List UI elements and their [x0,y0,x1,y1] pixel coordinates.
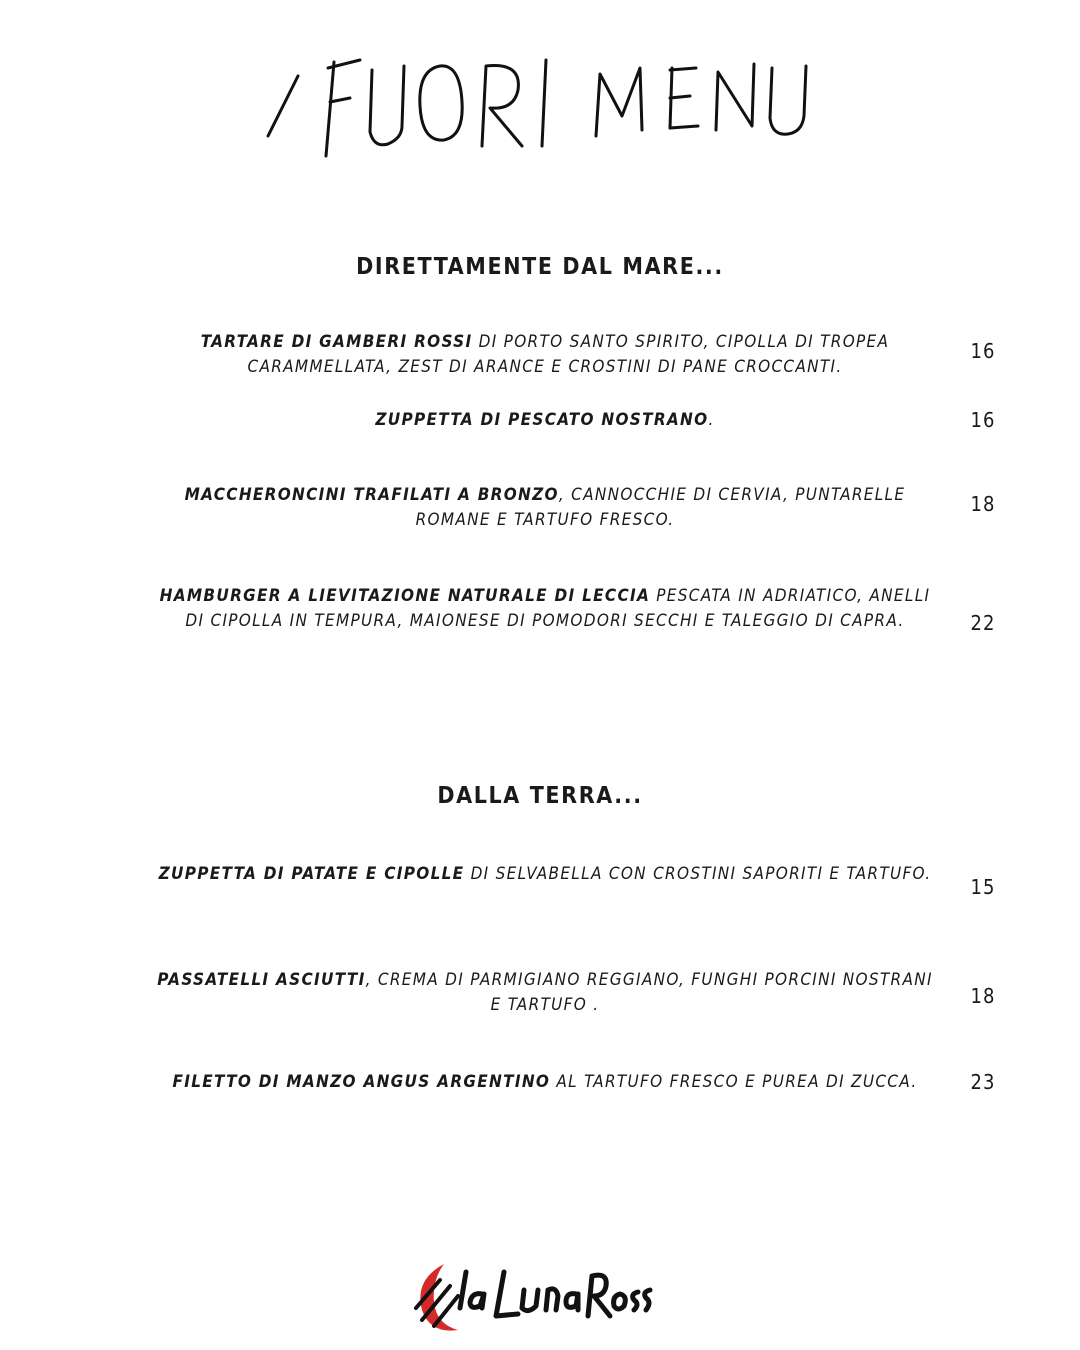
dish-name: FILETTO DI MANZO ANGUS ARGENTINO [172,1072,551,1092]
dish-price: 18 [970,984,996,1008]
menu-item [150,483,940,533]
dish-price: 16 [970,339,996,363]
page-title [0,36,1080,171]
page-title-lettering [260,36,820,166]
dish-price: 23 [970,1070,996,1094]
dish-description: DI PORTO SANTO SPIRITO, CIPOLLA DI TROPEA CARAMMELLATA, ZEST DI ARANCE E CROSTINI DI PANE CROCCANTI. [247,332,890,377]
dish-price: 16 [970,408,996,432]
dish-name: MACCHERONCINI TRAFILATI A BRONZO [184,485,559,505]
dish-price: 18 [970,492,996,516]
section-heading-mare: DIRETTAMENTE DAL MARE... [356,254,724,280]
dish-name: ZUPPETTA DI PESCATO NOSTRANO [375,410,709,430]
dish-description: . [708,410,715,430]
dish-name: HAMBURGER A LIEVITAZIONE NATURALE DI LECCIA [159,586,651,606]
menu-item [150,584,940,634]
dish-name: ZUPPETTA DI PATATE E CIPOLLE [158,864,465,884]
menu-item [150,968,940,1018]
dish-description: DI SELVABELLA CON CROSTINI SAPORITI E TARTUFO. [464,864,932,884]
menu-item [150,1070,940,1095]
dish-price: 15 [970,875,996,899]
dish-description: AL TARTUFO FRESCO E PUREA DI ZUCCA. [550,1072,918,1092]
dish-price: 22 [970,611,996,635]
section-heading-terra: DALLA TERRA... [437,783,643,809]
menu-item [150,330,940,380]
brand-logo [400,1250,660,1340]
dish-description: , CREMA DI PARMIGIANO REGGIANO, FUNGHI PORCINI NOSTRANI E TARTUFO . [365,970,933,1015]
menu-item [150,862,940,887]
dish-description: , CANNOCCHIE DI CERVIA, PUNTARELLE ROMANE E TARTUFO FRESCO. [415,485,906,530]
dish-name: PASSATELLI ASCIUTTI [157,970,366,990]
dish-description: PESCATA IN ADRIATICO, ANELLI DI CIPOLLA IN TEMPURA, MAIONESE DI POMODORI SECCHI E TALEGGIO DI CAPRA. [185,586,931,631]
menu-item [150,408,940,433]
dish-name: TARTARE DI GAMBERI ROSSI [200,332,473,352]
